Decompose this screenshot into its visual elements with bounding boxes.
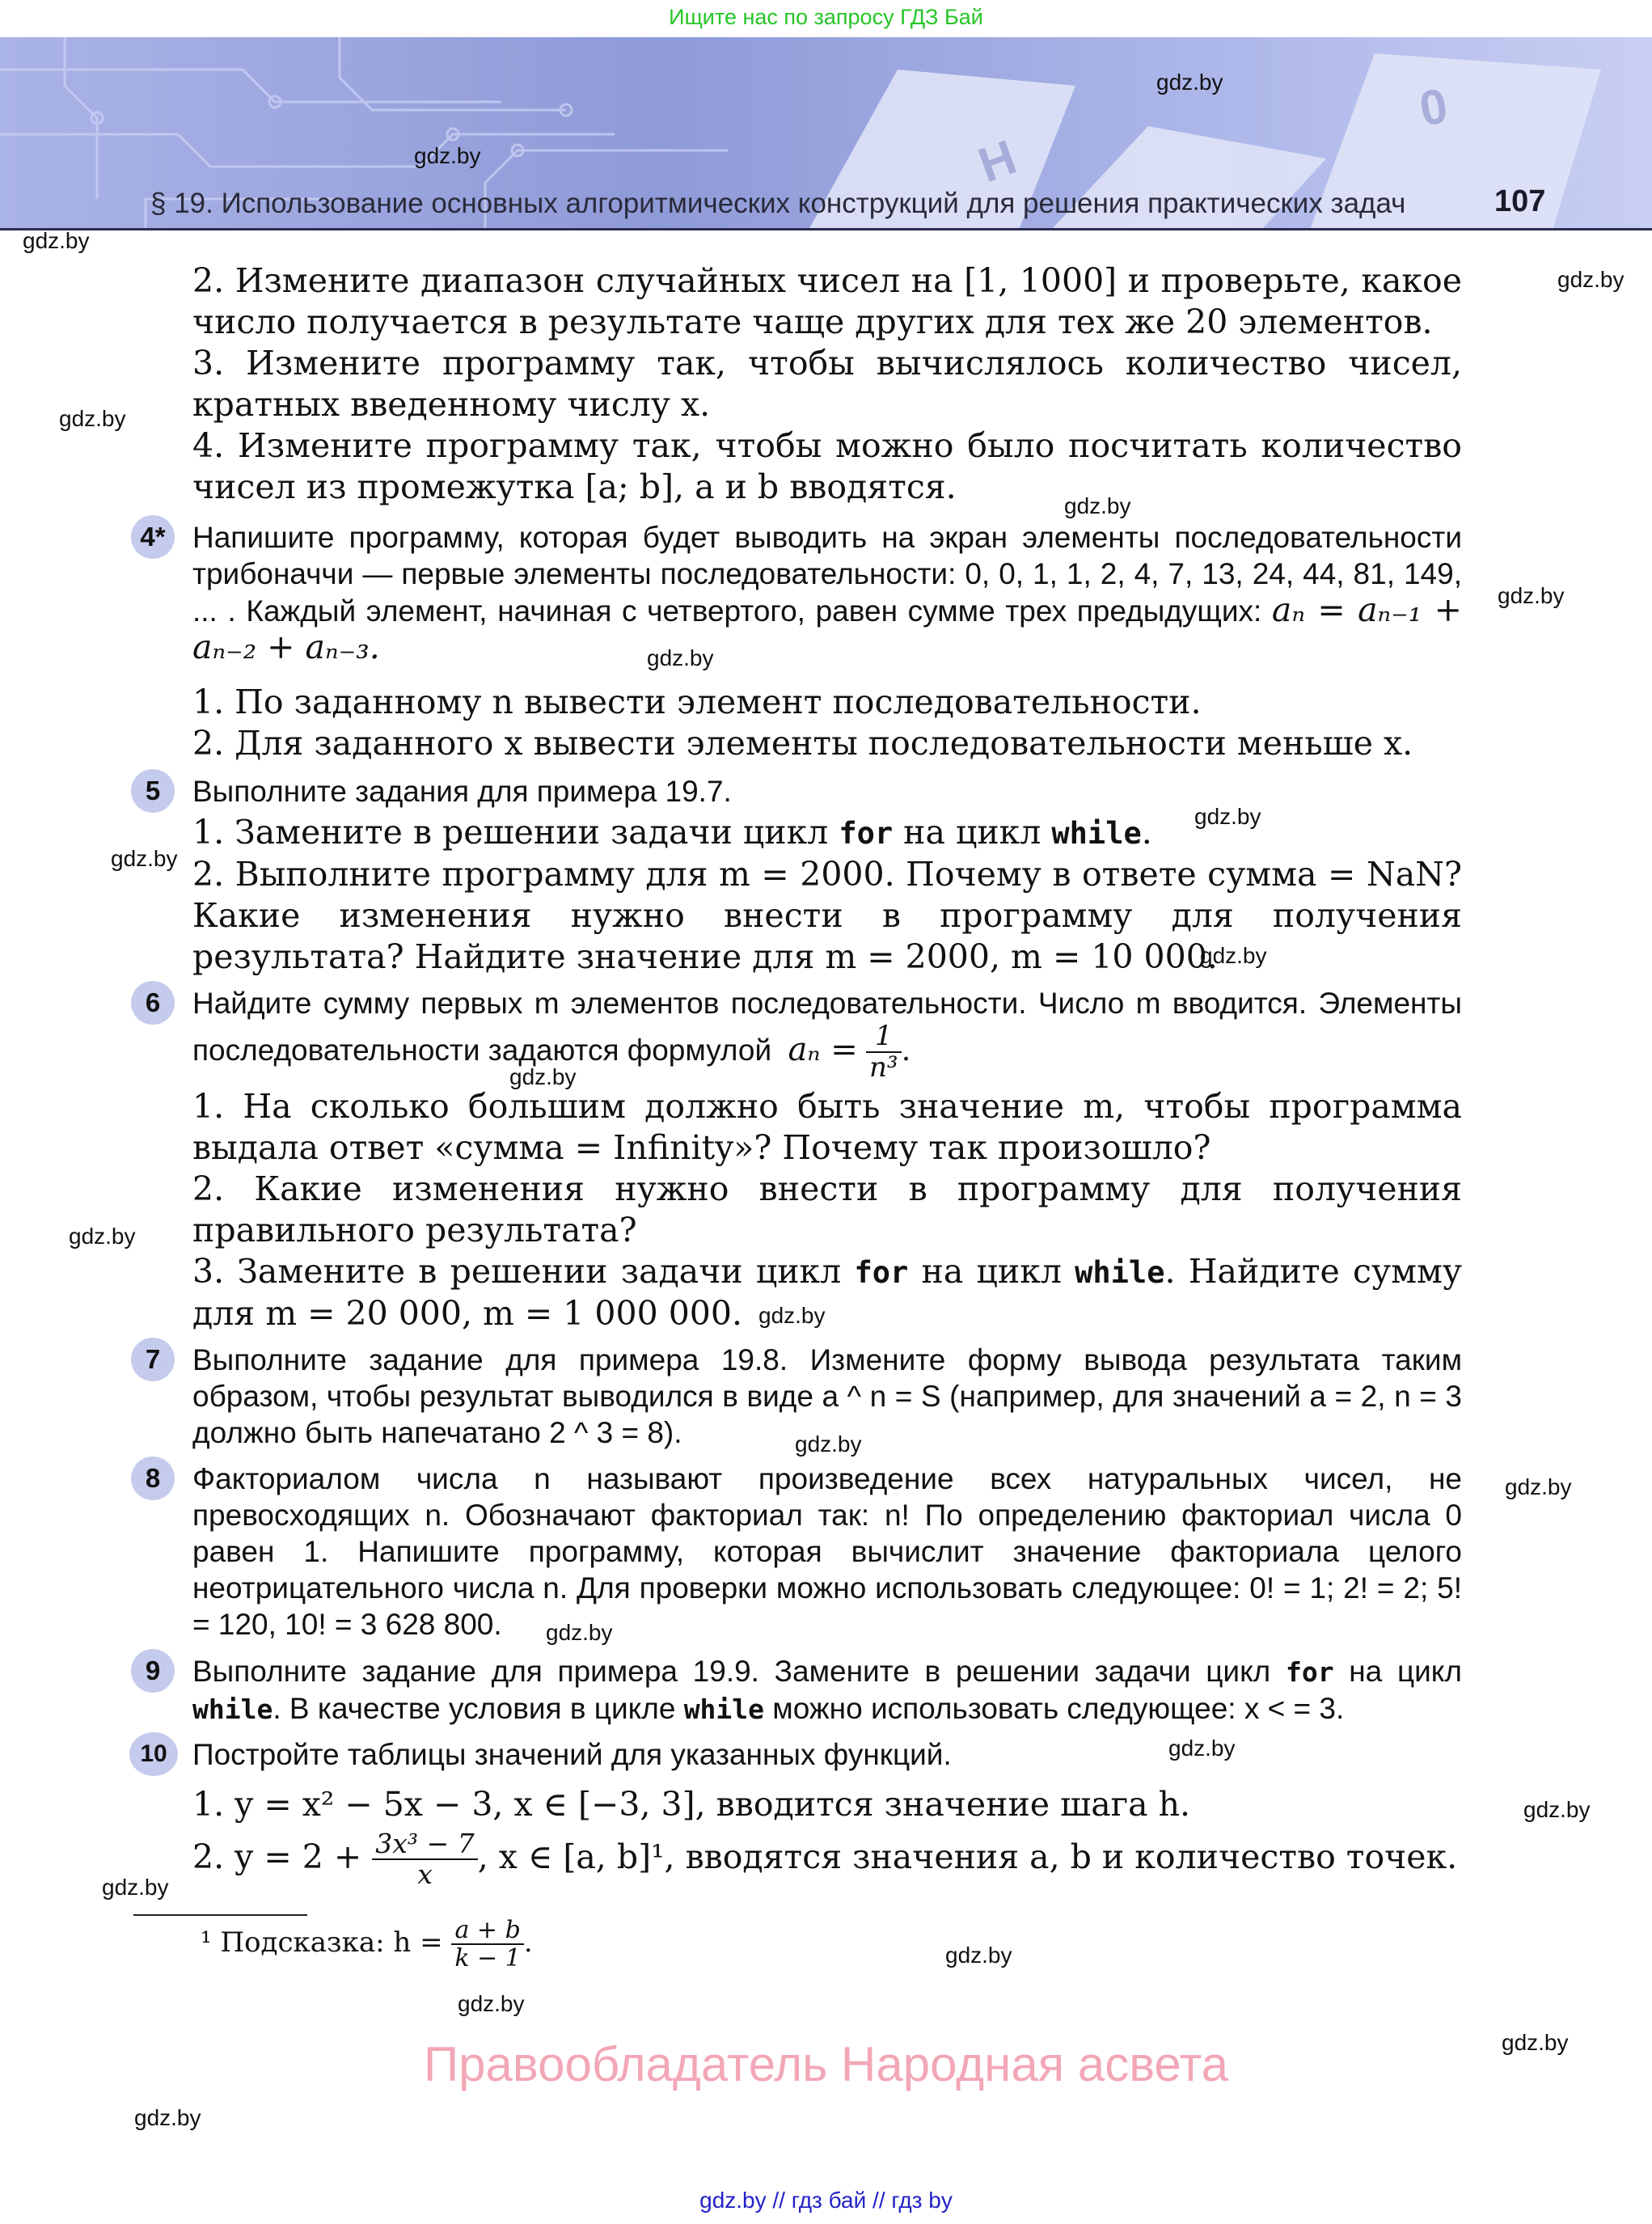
code-for: for [1285,1656,1334,1688]
task-4-item-1: 1. По заданному n вывести элемент последовательности. [192,683,1202,721]
bottom-links[interactable]: gdz.by // гдз бай // гдз by [699,2188,953,2213]
watermark: gdz.by [69,1224,136,1249]
task-10-item-2-denominator: x [417,1858,433,1891]
watermark: gdz.by [1505,1474,1572,1499]
code-for: for [854,1255,909,1290]
task-5-item-2: 2. Выполните программу для m = 2000. Почему в ответе сумма = NaN? Какие изменения нужно внести в программу для получения результата? Найдите значение для m = 2000, m = 10 000. [192,855,1462,976]
publisher-notice: Правообладатель Народная асвета [424,2037,1228,2091]
task-5-text: Выполните задания для примера 19.7. [192,775,732,808]
watermark: gdz.by [102,1875,169,1900]
watermark: gdz.by [1200,943,1267,968]
watermark: gdz.by [1168,1736,1236,1761]
task-5-item-1 [192,812,1462,854]
task-5-item-1-end: . [1141,813,1152,852]
exercise-3-items [192,260,1462,508]
watermark: gdz.by [945,1943,1012,1968]
task-9-text-d: можно использовать следующее: x < = 3. [764,1692,1345,1725]
task-5-item-1-text: 1. Замените в решении задачи цикл [192,813,839,852]
task-9-text-b: на цикл [1333,1655,1462,1688]
exercise-3-item-2: 2. Измените диапазон случайных чисел на [1, 1000] и проверьте, какое число получается в результате чаще других для тех же 20 элементов. [192,261,1462,341]
task-8-text: Факториалом числа n называют произведение всех натуральных чисел, не превосходящих n. Обозначают факториал так: n! По определению факториал числа 0 равен 1. Напишите программу, которая вычислит значение факториала целого неотрицательного числа n. Для проверки можно использовать следующее: 0! = 1; 2! = 2; 5! = 120, 10! = 3 628 800. [192,1462,1462,1641]
task-9-text [192,1653,1462,1727]
code-for: for [839,816,894,851]
task-10-item-2 [192,1829,1462,1890]
task-10-item-2-fraction [372,1829,477,1890]
task-6-formula-denominator: n³ [869,1051,898,1085]
task-10-item-2-lhs: 2. y = 2 + [192,1837,362,1876]
watermark: gdz.by [59,406,126,431]
task-4-text [192,519,1462,666]
footnote [201,1917,533,1972]
task-6-formula-end: . [901,1033,911,1068]
footnote-divider [133,1914,307,1916]
watermark: gdz.by [134,2105,201,2130]
svg-text:H: H [971,129,1024,193]
watermark: gdz.by [23,228,90,253]
watermark: gdz.by [758,1303,826,1328]
svg-text:0: 0 [1415,78,1452,137]
task-10-item-2-numerator: 3x³ − 7 [372,1829,477,1860]
task-5-item-1-text-b: на цикл [893,813,1052,852]
task-6-item-1: 1. На сколько большим должно быть значение m, чтобы программа выдала ответ «сумма = Infinity»? Почему так произошло? [192,1087,1462,1167]
footnote-fraction [451,1917,523,1972]
watermark: gdz.by [546,1620,613,1645]
footnote-end: . [523,1926,533,1959]
task-6-item-3-end: . Найдите сумму для m = 20 000, m = 1 000 000. [192,1252,1462,1333]
watermark: gdz.by [509,1064,577,1089]
footnote-numerator: a + b [451,1917,523,1945]
watermark: gdz.by [1194,804,1261,829]
task-4-formula: aₙ = aₙ₋₁ + aₙ₋₂ + aₙ₋₃. [192,590,1462,666]
watermark: gdz.by [1498,583,1565,608]
task-9-badge: 9 [131,1649,175,1693]
watermark: gdz.by [647,645,714,670]
task-6-formula-numerator: 1 [866,1021,902,1053]
code-while: while [1051,816,1142,851]
task-10-text: Постройте таблицы значений для указанных функций. [192,1738,952,1771]
task-6-badge: 6 [131,981,175,1025]
task-10-item-1: 1. y = x² − 5x − 3, x ∈ [−3, 3], вводится значение шага h. [192,1785,1191,1824]
watermark: gdz.by [1156,70,1223,95]
task-6-formula-lhs: aₙ = [788,1031,858,1069]
watermark: gdz.by [1064,493,1131,518]
task-6-item-3-text: 3. Замените в решении задачи цикл [192,1252,855,1291]
task-4-items [192,682,1462,764]
exercise-3-item-3: 3. Измените программу так, чтобы вычислялось количество чисел, кратных введенному числу x. [192,344,1462,424]
code-while: while [683,1693,765,1725]
watermark: gdz.by [414,143,481,168]
task-8-badge: 8 [131,1457,175,1500]
footnote-label: ¹ Подсказка: h = [201,1926,443,1959]
footnote-denominator: k − 1 [454,1944,521,1972]
watermark: gdz.by [795,1431,862,1457]
task-6-item-3 [192,1251,1462,1334]
task-4-item-2: 2. Для заданного x вывести элементы последовательности меньше x. [192,724,1413,763]
task-5-items [192,812,1462,978]
code-while: while [1075,1255,1165,1290]
task-4-badge: 4* [131,515,175,559]
task-6-item-3-text-b: на цикл [908,1252,1075,1291]
section-title: § 19. Использование основных алгоритмических конструкций для решения практических задач [150,188,1406,219]
watermark: gdz.by [1557,267,1625,292]
top-search-banner[interactable]: Ищите нас по запросу ГДЗ Бай [669,5,983,29]
watermark: gdz.by [1523,1797,1591,1822]
task-6-items [192,1086,1462,1334]
task-10-badge: 10 [129,1732,178,1776]
header-divider [0,228,1652,230]
task-7-badge: 7 [131,1338,175,1381]
page-number: 107 [1494,184,1546,218]
watermark: gdz.by [111,846,178,871]
task-9-text-c: . В качестве условия в цикле [273,1692,684,1725]
task-6-item-2: 2. Какие изменения нужно внести в программу для получения правильного результата? [192,1169,1462,1249]
task-6-statement: Найдите сумму первых m элементов последовательности. Число m вводится. Элементы последовательности задаются формулой [192,987,1462,1068]
task-9-text-a: Выполните задание для примера 19.9. Замените в решении задачи цикл [192,1655,1286,1688]
watermark: gdz.by [1502,2030,1569,2055]
task-10-item-2-rest: , x ∈ [a, b]¹, вводятся значения a, b и количество точек. [477,1837,1458,1876]
code-while: while [192,1693,273,1725]
task-4-statement: Напишите программу, которая будет выводить на экран элементы последовательности трибоначчи — первые элементы последовательности: 0, 0, 1, 1, 2, 4, 7, 13, 24, 44, 81, 149, ... . Каждый элемент, начиная с четвертого, равен сумме трех предыдущих: [192,521,1462,628]
task-5-badge: 5 [131,769,175,813]
task-7-text: Выполните задание для примера 19.8. Измените форму вывода результата таким образом, чтобы результат выводился в виде a ^ n = S (например, для значений a = 2, n = 3 должно быть напечатано 2 ^ 3 = 8). [192,1343,1462,1449]
watermark: gdz.by [458,1991,525,2016]
task-6-formula-fraction [866,1021,902,1084]
exercise-3-item-4: 4. Измените программу так, чтобы можно было посчитать количество чисел из промежутка [a; b], a и b вводятся. [192,426,1462,506]
task-6-text [192,985,1462,1084]
